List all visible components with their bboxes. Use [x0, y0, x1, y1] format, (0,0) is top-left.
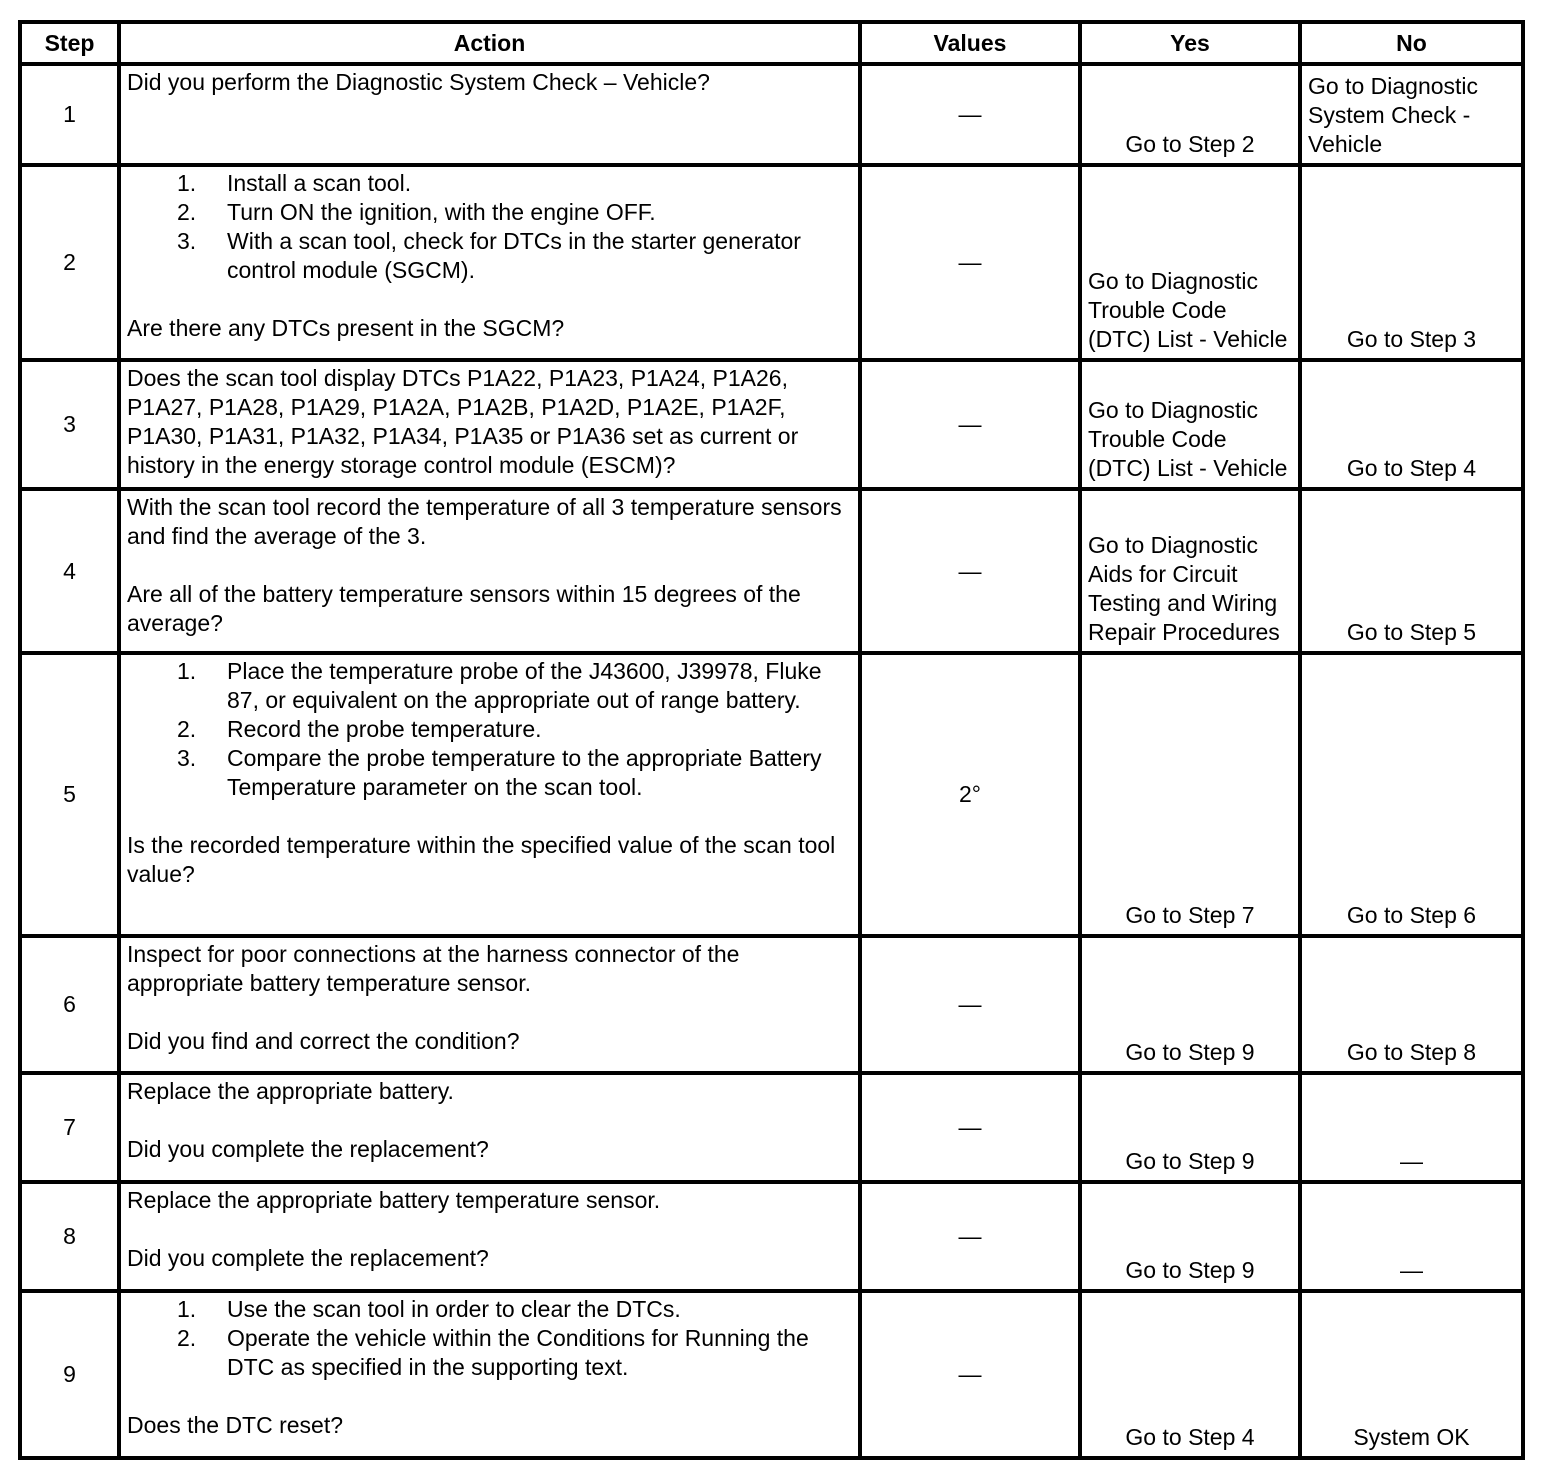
list-item: 1. Use the scan tool in order to clear the DTCs.	[177, 1296, 681, 1322]
step-number: 6	[20, 936, 119, 1073]
value-cell: —	[860, 1073, 1080, 1182]
table-row	[20, 1073, 1523, 1182]
value-cell: —	[860, 936, 1080, 1073]
no-cell: —	[1300, 1073, 1523, 1182]
list-item: 2. Record the probe temperature.	[177, 716, 542, 742]
table-row	[20, 1291, 1523, 1458]
table-row	[20, 936, 1523, 1073]
action-question: Does the DTC reset?	[127, 1412, 344, 1438]
action-cell	[119, 64, 860, 165]
list-item: 1. Install a scan tool.	[177, 170, 412, 196]
table-row	[20, 489, 1523, 653]
action-cell	[119, 360, 860, 489]
action-text: Inspect for poor connections at the harness connector of the appropriate battery temperature sensor.	[127, 941, 740, 996]
step-number: 4	[20, 489, 119, 653]
value-cell: 2°	[860, 653, 1080, 936]
no-cell: Go to Step 8	[1300, 936, 1523, 1073]
action-list	[127, 657, 852, 802]
action-text: Replace the appropriate battery.	[127, 1078, 454, 1104]
action-cell	[119, 489, 860, 653]
value-cell: —	[860, 165, 1080, 360]
action-question: Are there any DTCs present in the SGCM?	[127, 315, 565, 341]
action-cell	[119, 653, 860, 936]
step-number: 8	[20, 1182, 119, 1291]
value-cell: —	[860, 489, 1080, 653]
header-no: No	[1300, 22, 1523, 64]
header-values: Values	[860, 22, 1080, 64]
table-row	[20, 64, 1523, 165]
action-text: With the scan tool record the temperature of all 3 temperature sensors and find the average of the 3.	[127, 494, 842, 549]
yes-cell: Go to Step 9	[1080, 1182, 1300, 1291]
action-question: Are all of the battery temperature sensors within 15 degrees of the average?	[127, 581, 801, 636]
no-cell: Go to Step 4	[1300, 360, 1523, 489]
no-cell: Go to Step 6	[1300, 653, 1523, 936]
table-row	[20, 1182, 1523, 1291]
action-cell	[119, 1182, 860, 1291]
action-list	[127, 169, 852, 285]
value-cell: —	[860, 1182, 1080, 1291]
action-cell	[119, 165, 860, 360]
list-item: 3. With a scan tool, check for DTCs in the starter generator control module (SGCM).	[177, 228, 801, 283]
header-row	[20, 22, 1523, 64]
no-cell: Go to Step 5	[1300, 489, 1523, 653]
action-cell	[119, 1291, 860, 1458]
action-question: Did you complete the replacement?	[127, 1245, 489, 1271]
table-row	[20, 165, 1523, 360]
action-text: Does the scan tool display DTCs P1A22, P1A23, P1A24, P1A26, P1A27, P1A28, P1A29, P1A2A, P1A2B, P1A2D, P1A2E, P1A2F, P1A30, P1A31, P1A32, P1A34, P1A35 or P1A36 set as current or history in the energy storage control module (ESCM)?	[127, 365, 799, 478]
no-cell: —	[1300, 1182, 1523, 1291]
yes-cell: Go to Diagnostic Trouble Code (DTC) List - Vehicle	[1080, 360, 1300, 489]
yes-cell: Go to Step 7	[1080, 653, 1300, 936]
header-action: Action	[119, 22, 860, 64]
yes-cell: Go to Diagnostic Trouble Code (DTC) List - Vehicle	[1080, 165, 1300, 360]
yes-cell: Go to Step 9	[1080, 936, 1300, 1073]
action-text: Replace the appropriate battery temperature sensor.	[127, 1187, 661, 1213]
action-list	[127, 1295, 852, 1382]
step-number: 5	[20, 653, 119, 936]
action-question: Did you complete the replacement?	[127, 1136, 489, 1162]
value-cell: —	[860, 1291, 1080, 1458]
header-step: Step	[20, 22, 119, 64]
step-number: 2	[20, 165, 119, 360]
list-item: 2. Operate the vehicle within the Conditions for Running the DTC as specified in the supporting text.	[177, 1325, 809, 1380]
value-cell: —	[860, 64, 1080, 165]
yes-cell: Go to Step 2	[1080, 64, 1300, 165]
step-number: 1	[20, 64, 119, 165]
value-cell: —	[860, 360, 1080, 489]
step-number: 3	[20, 360, 119, 489]
yes-cell: Go to Diagnostic Aids for Circuit Testing and Wiring Repair Procedures	[1080, 489, 1300, 653]
header-yes: Yes	[1080, 22, 1300, 64]
yes-cell: Go to Step 9	[1080, 1073, 1300, 1182]
step-number: 7	[20, 1073, 119, 1182]
step-number: 9	[20, 1291, 119, 1458]
action-cell	[119, 1073, 860, 1182]
no-cell: Go to Step 3	[1300, 165, 1523, 360]
list-item: 3. Compare the probe temperature to the appropriate Battery Temperature parameter on the scan tool.	[177, 745, 822, 800]
table-row	[20, 653, 1523, 936]
list-item: 2. Turn ON the ignition, with the engine OFF.	[177, 199, 656, 225]
no-cell: Go to Diagnostic System Check - Vehicle	[1300, 64, 1523, 165]
yes-cell: Go to Step 4	[1080, 1291, 1300, 1458]
diagnostic-table	[18, 20, 1525, 1460]
no-cell: System OK	[1300, 1291, 1523, 1458]
action-question: Did you find and correct the condition?	[127, 1028, 520, 1054]
action-question: Is the recorded temperature within the specified value of the scan tool value?	[127, 832, 836, 887]
action-text: Did you perform the Diagnostic System Check – Vehicle?	[127, 69, 710, 95]
list-item: 1. Place the temperature probe of the J43600, J39978, Fluke 87, or equivalent on the appropriate out of range battery.	[177, 658, 822, 713]
action-cell	[119, 936, 860, 1073]
table-row	[20, 360, 1523, 489]
